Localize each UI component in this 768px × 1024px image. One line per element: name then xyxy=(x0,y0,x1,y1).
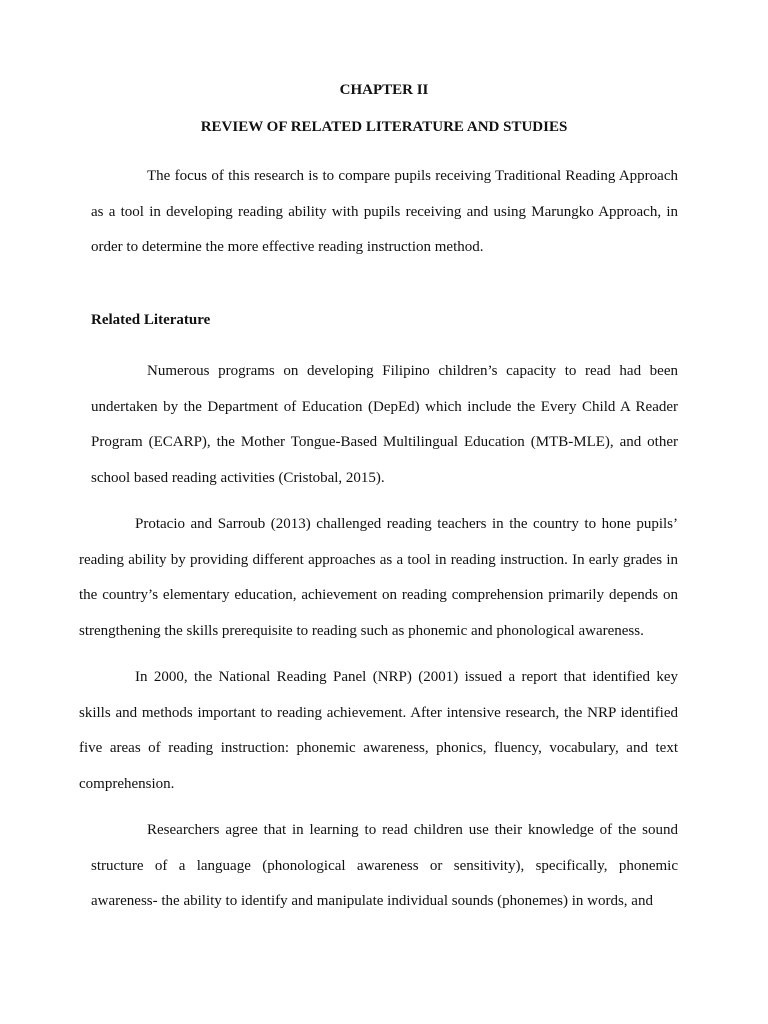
paragraph-programs: Numerous programs on developing Filipino children’s capacity to read had been undertaken by the Department of Education (DepEd) which include the Every Child A Reader Program (ECARP), the Mother Tongue-Based Multilingual Education (MTB-MLE), and other school based reading activities (Cristobal, 2015). xyxy=(91,363,678,486)
paragraph-protacio: Protacio and Sarroub (2013) challenged reading teachers in the country to hone pupils’ reading ability by providing different approaches as a tool in reading instruction. In early grades in the country’s elementary education, achievement on reading comprehension primarily depends on strengthening the skills prerequisite to reading such as phonemic and phonological awareness. xyxy=(79,516,678,639)
intro-paragraph: The focus of this research is to compare pupils receiving Traditional Reading Approach as a tool in developing reading ability with pupils receiving and using Marungko Approach, in order to determine the more effective reading instruction method. xyxy=(91,168,678,255)
section-heading: Related Literature xyxy=(91,312,211,328)
chapter-label: CHAPTER II xyxy=(339,82,429,98)
paragraph-researchers: Researchers agree that in learning to read children use their knowledge of the sound structure of a language (phonological awareness or sensitivity), specifically, phonemic awareness- the ability to identify and manipulate individual sounds (phonemes) in words, and xyxy=(91,822,678,909)
paragraph-nrp: In 2000, the National Reading Panel (NRP) (2001) issued a report that identified key skills and methods important to reading achievement. After intensive research, the NRP identified five areas of reading instruction: phonemic awareness, phonics, fluency, vocabulary, and text comprehension. xyxy=(79,669,678,792)
chapter-title: REVIEW OF RELATED LITERATURE AND STUDIES xyxy=(200,119,568,135)
